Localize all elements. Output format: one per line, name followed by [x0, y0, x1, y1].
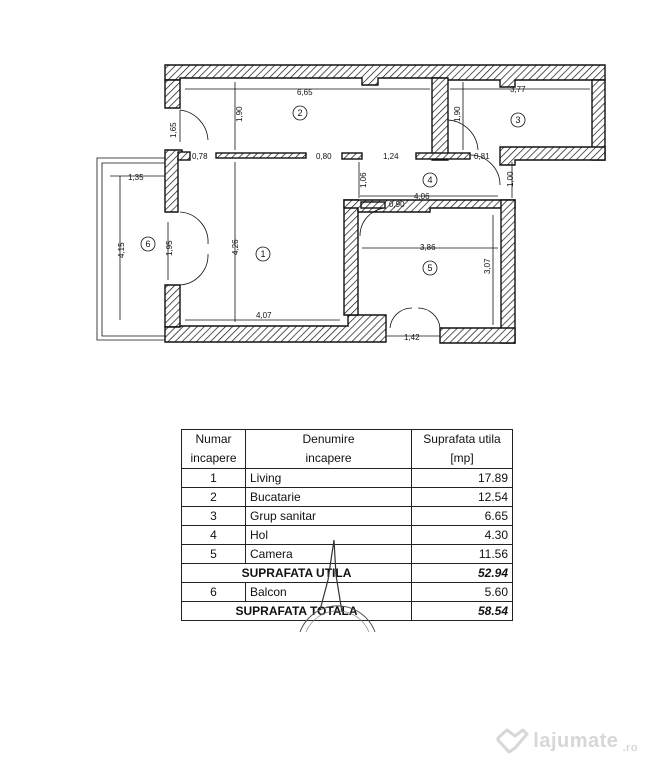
header-suprafata: Suprafata utila	[412, 430, 513, 450]
row-number: 4	[182, 526, 246, 545]
dim-balcony-depth: 1,35	[128, 173, 144, 182]
header-numar-sub: incapere	[182, 449, 246, 469]
dim-balcony-length: 4,15	[117, 242, 126, 258]
row-name: Balcon	[246, 583, 412, 602]
row-number: 1	[182, 469, 246, 488]
row-name: Camera	[246, 545, 412, 564]
row-number: 2	[182, 488, 246, 507]
row-number: 6	[182, 583, 246, 602]
room-markers	[141, 106, 525, 275]
room-number-grup-sanitar: 3	[515, 115, 521, 125]
dim-camera-width: 3,86	[420, 243, 436, 252]
dim-living-width: 4,07	[256, 311, 272, 320]
row-number: 3	[182, 507, 246, 526]
header-denumire-sub: incapere	[246, 449, 412, 469]
row-area: 4.30	[412, 526, 513, 545]
room-number-camera: 5	[427, 263, 433, 273]
dim-kitchen-depth: 1,90	[235, 106, 244, 122]
sum-total-area: 58.54	[412, 602, 513, 621]
table-header-row	[182, 449, 513, 469]
row-name: Bucatarie	[246, 488, 412, 507]
row-name: Living	[246, 469, 412, 488]
row-area: 17.89	[412, 469, 513, 488]
dim-living-depth: 4,26	[231, 239, 240, 255]
dim-hall-right-depth: 1,00	[506, 171, 515, 187]
dim-bath-width: 3,77	[510, 85, 526, 94]
room-number-bucatarie: 2	[297, 108, 303, 118]
header-denumire: Denumire	[246, 430, 412, 450]
sum-util-label: SUPRAFATA UTILA	[182, 564, 412, 583]
dim-seg-078: 0,78	[192, 152, 208, 161]
balcony-outline	[97, 158, 165, 340]
table-row	[182, 507, 513, 526]
dim-entry-door: 1,42	[404, 333, 420, 342]
row-name: Grup sanitar	[246, 507, 412, 526]
row-area: 12.54	[412, 488, 513, 507]
room-number-living: 1	[260, 249, 266, 259]
sum-util-area: 52.94	[412, 564, 513, 583]
dim-seg-124: 1,24	[383, 152, 399, 161]
dim-balcony-door-top: 1,65	[169, 122, 178, 138]
table-header-row	[182, 430, 513, 450]
dim-camera-depth: 3,07	[483, 258, 492, 274]
floor-plan	[0, 0, 654, 360]
header-suprafata-sub: [mp]	[412, 449, 513, 469]
row-area: 5.60	[412, 583, 513, 602]
doors	[180, 110, 500, 328]
header-numar: Numar	[182, 430, 246, 450]
table-row	[182, 469, 513, 488]
dim-seg-081: 0,81	[474, 152, 490, 161]
row-number: 5	[182, 545, 246, 564]
dim-hall-depth: 1,06	[359, 172, 368, 188]
dim-balcony-door: 1,95	[165, 240, 174, 256]
row-name: Hol	[246, 526, 412, 545]
stamp-signature	[290, 540, 380, 635]
room-number-hol: 4	[427, 175, 433, 185]
watermark-brand: lajumate	[533, 729, 619, 752]
row-area: 11.56	[412, 545, 513, 564]
room-number-balcon: 6	[145, 239, 151, 249]
handshake-icon	[495, 726, 529, 756]
dim-seg-080: 0,80	[316, 152, 332, 161]
walls	[165, 65, 605, 343]
dim-camera-door: 0,90	[389, 200, 405, 209]
dim-bath-depth: 1,90	[453, 106, 462, 122]
watermark-tld: .ro	[622, 742, 638, 754]
sum-total-label: SUPRAFATA TOTALA	[182, 602, 412, 621]
row-area: 6.65	[412, 507, 513, 526]
watermark	[495, 726, 638, 756]
dim-hall-width: 4,06	[414, 192, 430, 201]
dim-kitchen-width: 6,65	[297, 88, 313, 97]
table-row	[182, 488, 513, 507]
